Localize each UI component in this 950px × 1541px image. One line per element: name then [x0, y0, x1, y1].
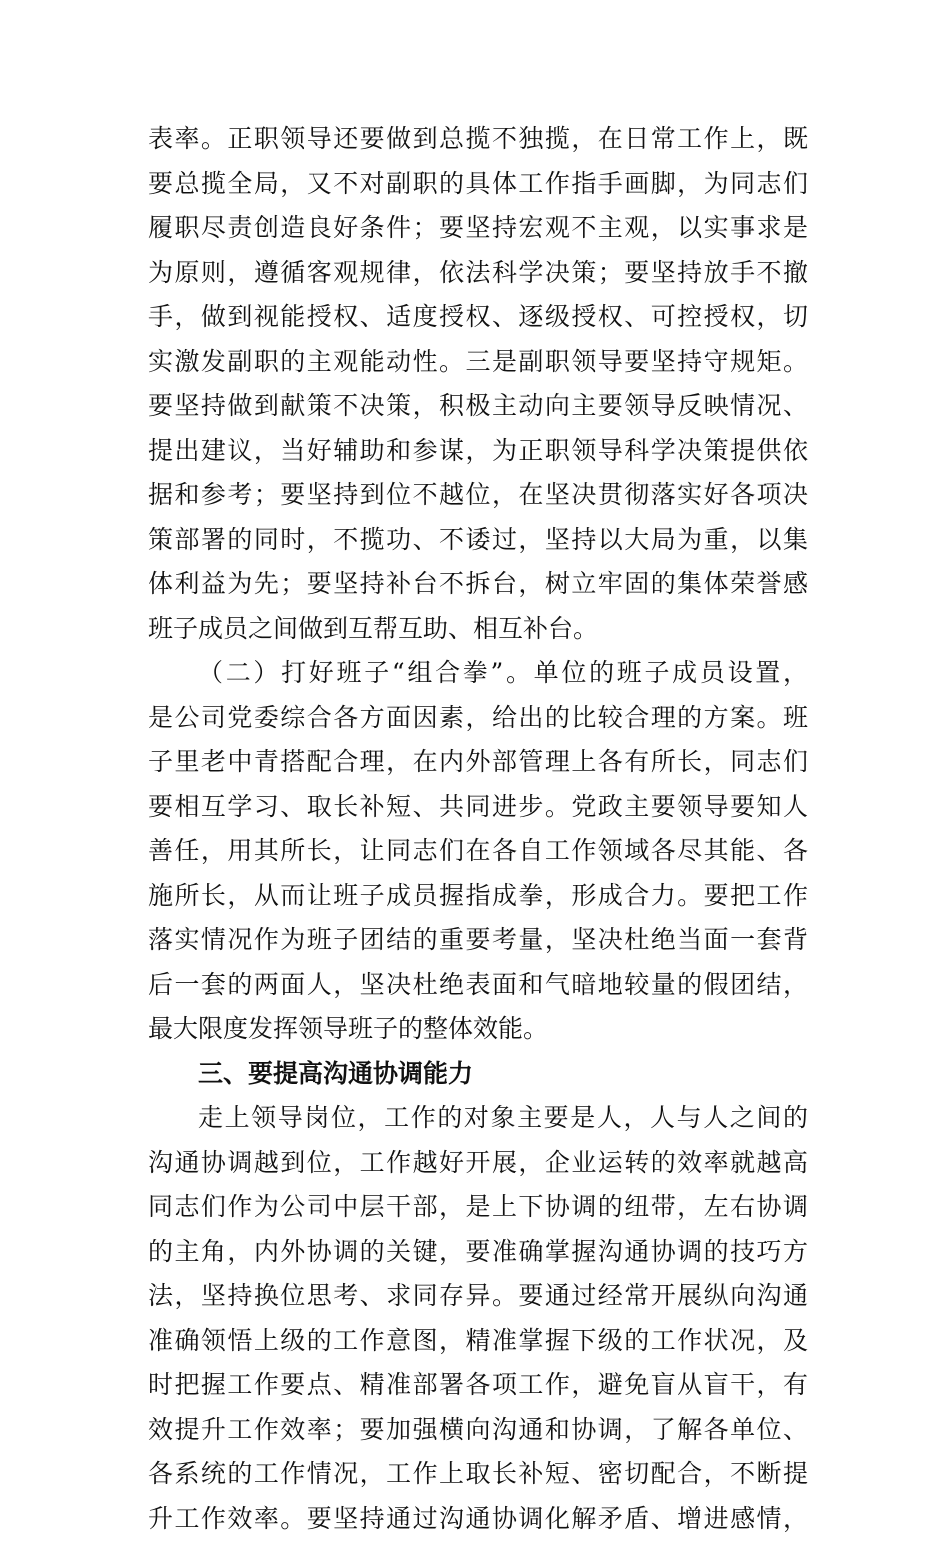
text-line: 最大限度发挥领导班子的整体效能。 [148, 1007, 808, 1052]
text-line: 沟通协调越到位，工作越好开展，企业运转的效率就越高 [148, 1141, 808, 1186]
text-line: 效提升工作效率；要加强横向沟通和协调，了解各单位、 [148, 1408, 808, 1453]
section-paragraph-first-line: （二）打好班子“组合拳”。单位的班子成员设置， [148, 651, 808, 696]
text-line: 手，做到视能授权、适度授权、逐级授权、可控授权，切 [148, 295, 808, 340]
text-line: 履职尽责创造良好条件；要坚持宏观不主观，以实事求是 [148, 206, 808, 251]
text-line: 据和参考；要坚持到位不越位，在坚决贯彻落实好各项决 [148, 473, 808, 518]
text-line: 实激发副职的主观能动性。三是副职领导要坚持守规矩。 [148, 340, 808, 385]
text-line: 落实情况作为班子团结的重要考量，坚决杜绝当面一套背 [148, 918, 808, 963]
text-line: 策部署的同时，不揽功、不诿过，坚持以大局为重，以集 [148, 518, 808, 563]
text-line: 班子成员之间做到互帮互助、相互补台。 [148, 607, 808, 652]
text-line: 法，坚持换位思考、求同存异。要通过经常开展纵向沟通 [148, 1274, 808, 1319]
text-line: 为原则，遵循客观规律，依法科学决策；要坚持放手不撤 [148, 251, 808, 296]
text-line: 是公司党委综合各方面因素，给出的比较合理的方案。班 [148, 696, 808, 741]
text-line: 善任，用其所长，让同志们在各自工作领域各尽其能、各 [148, 829, 808, 874]
section-heading: 三、要提高沟通协调能力 [148, 1052, 808, 1097]
text-line: 要总揽全局，又不对副职的具体工作指手画脚，为同志们 [148, 162, 808, 207]
document-body [148, 117, 808, 1541]
text-line: 的主角，内外协调的关键，要准确掌握沟通协调的技巧方 [148, 1230, 808, 1275]
text-line: 各系统的工作情况，工作上取长补短、密切配合，不断提 [148, 1452, 808, 1497]
text-line: 提出建议，当好辅助和参谋，为正职领导科学决策提供依 [148, 429, 808, 474]
text-line: 时把握工作要点、精准部署各项工作，避免盲从盲干，有 [148, 1363, 808, 1408]
text-line: 施所长，从而让班子成员握指成拳，形成合力。要把工作 [148, 874, 808, 919]
text-line: 升工作效率。要坚持通过沟通协调化解矛盾、增进感情， [148, 1497, 808, 1541]
text-line: 子里老中青搭配合理，在内外部管理上各有所长，同志们 [148, 740, 808, 785]
paragraph-first-line: 走上领导岗位，工作的对象主要是人，人与人之间的 [148, 1096, 808, 1141]
text-line: 准确领悟上级的工作意图，精准掌握下级的工作状况，及 [148, 1319, 808, 1364]
text-line: 体利益为先；要坚持补台不拆台，树立牢固的集体荣誉感 [148, 562, 808, 607]
text-line: 要坚持做到献策不决策，积极主动向主要领导反映情况、 [148, 384, 808, 429]
text-line: 后一套的两面人，坚决杜绝表面和气暗地较量的假团结， [148, 963, 808, 1008]
text-line: 要相互学习、取长补短、共同进步。党政主要领导要知人 [148, 785, 808, 830]
text-line: 同志们作为公司中层干部，是上下协调的纽带，左右协调 [148, 1185, 808, 1230]
text-line: 表率。正职领导还要做到总揽不独揽，在日常工作上，既 [148, 117, 808, 162]
